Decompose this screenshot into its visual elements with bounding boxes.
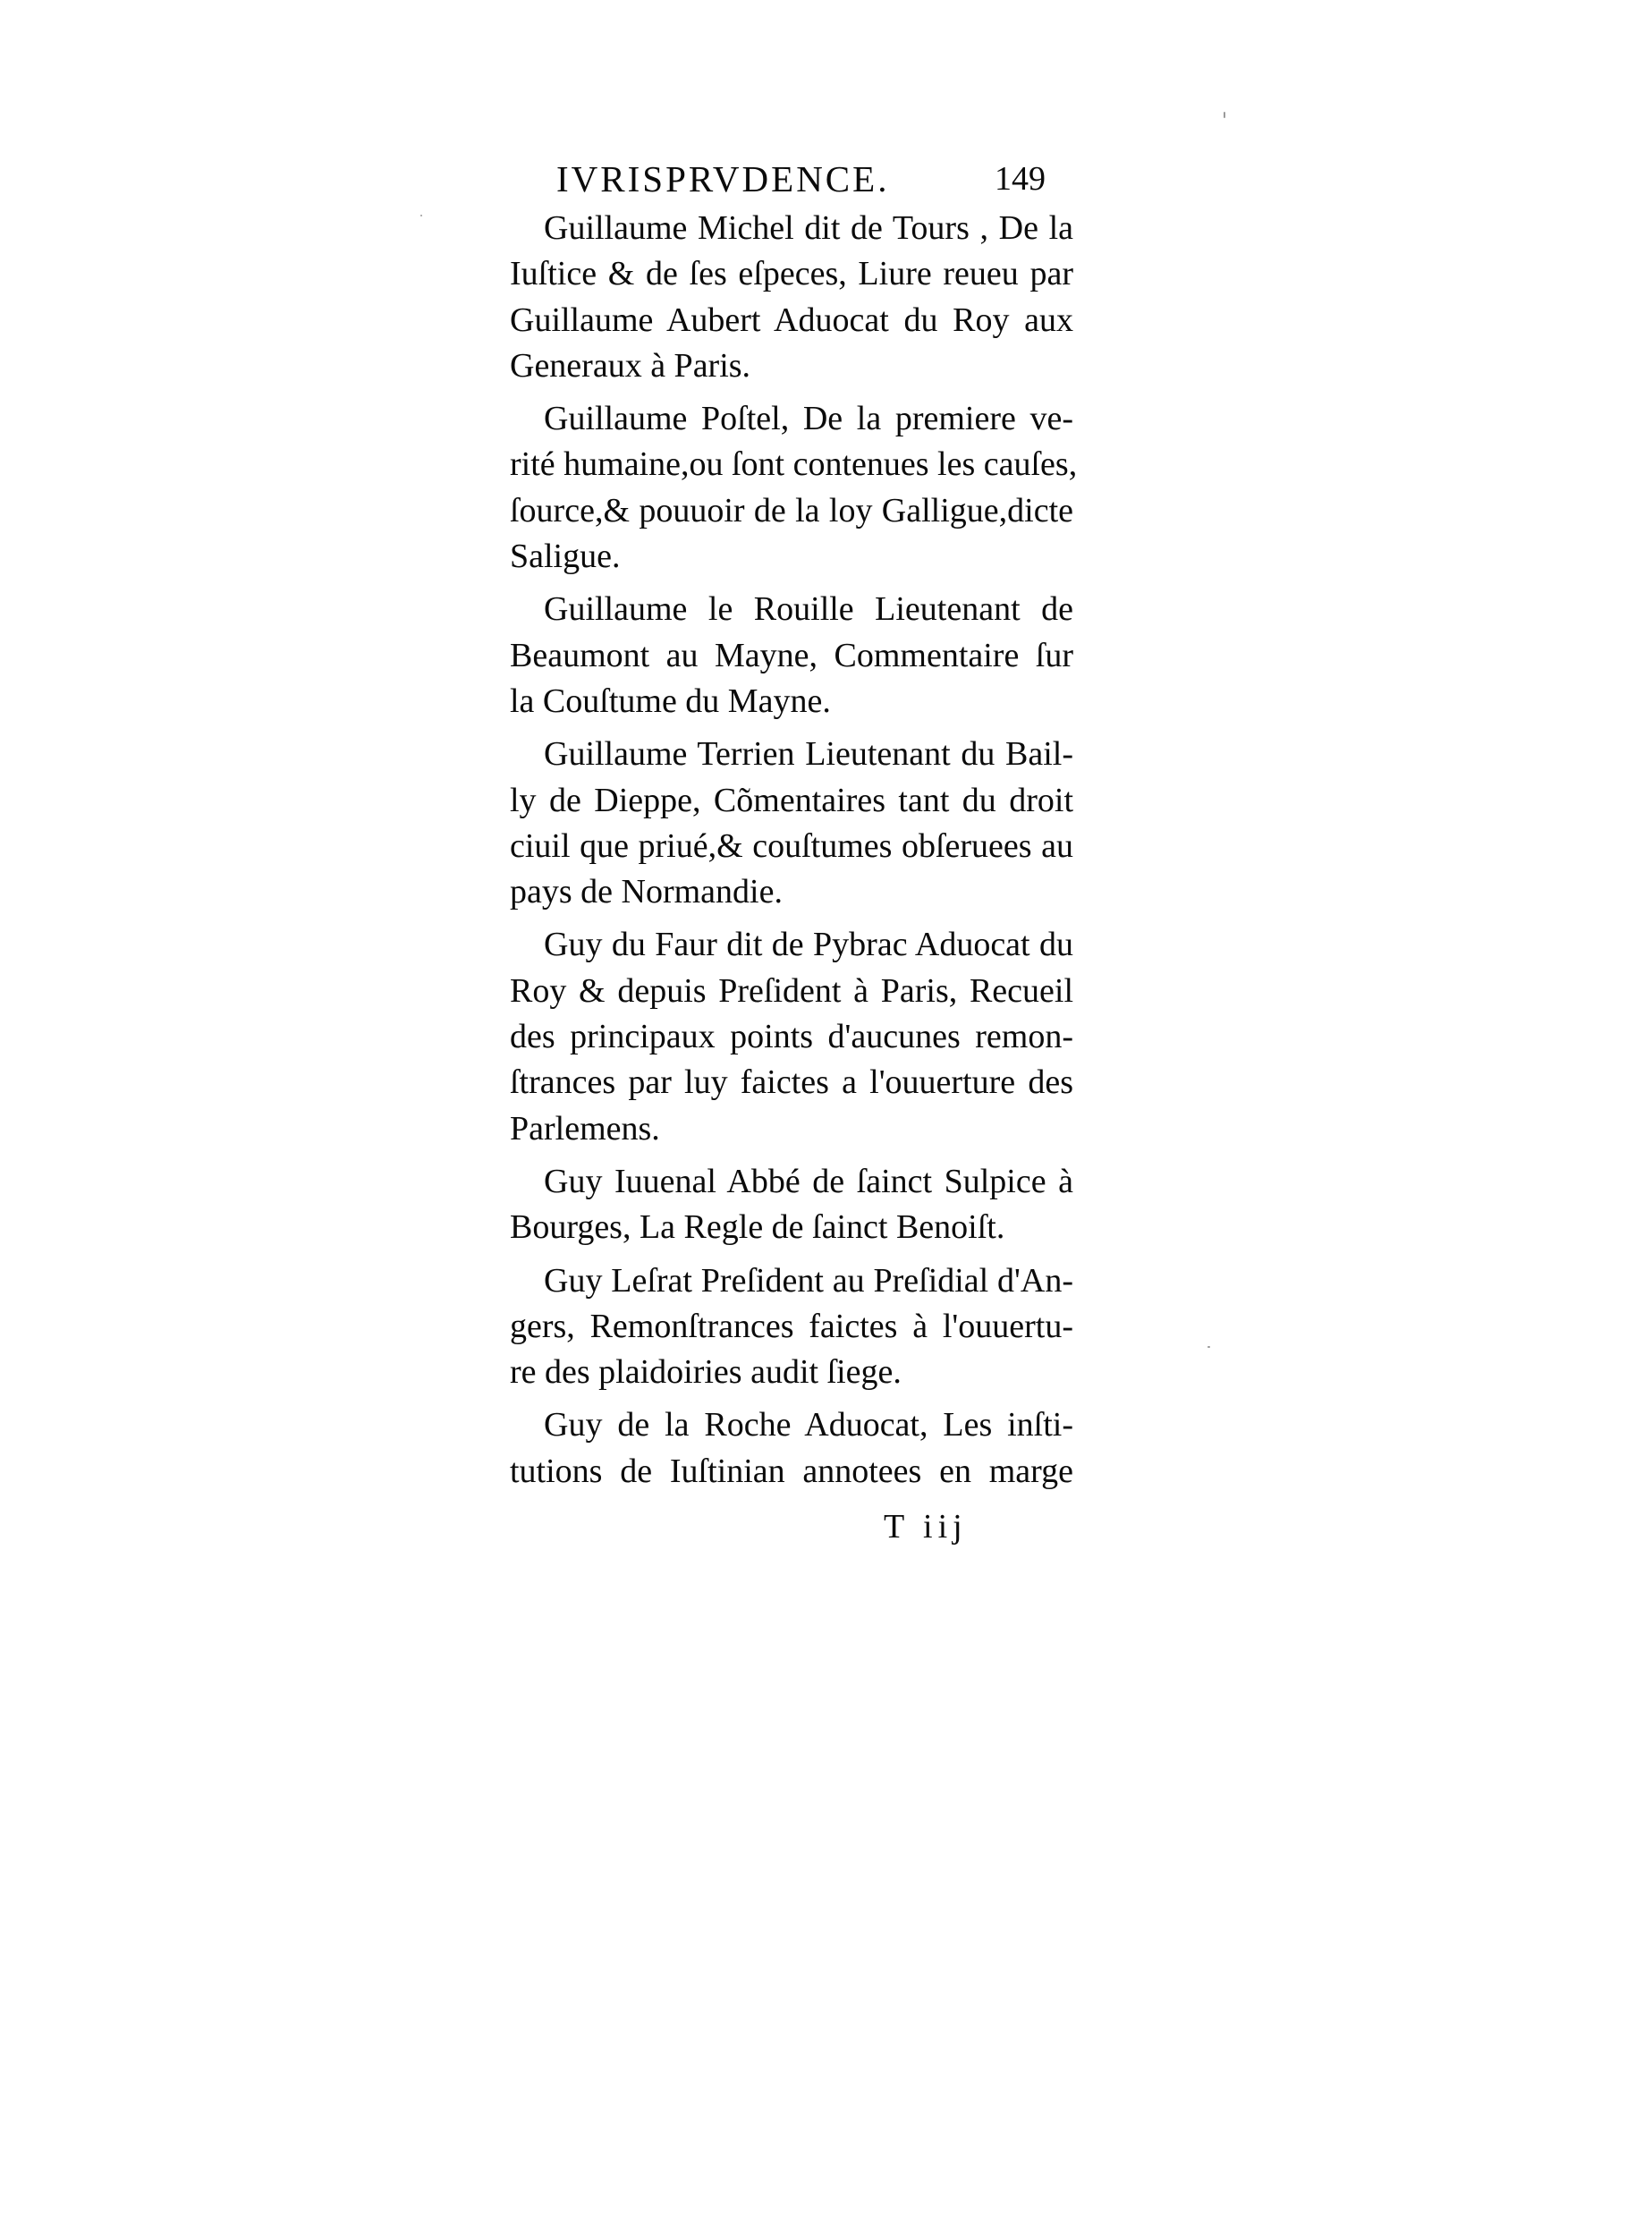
entry-line: Saligue. xyxy=(510,538,621,576)
paper-speck xyxy=(1224,112,1225,118)
page-number: 149 xyxy=(995,160,1046,198)
entry-michel xyxy=(510,206,1073,389)
entry-line: ſtrances par luy faictes a l'ouuerture des xyxy=(510,1063,1073,1102)
entry-line: re des plaidoiries audit ſiege. xyxy=(510,1353,902,1392)
entry-line: Guy Leſrat Preſident au Preſidial d'An- xyxy=(544,1261,1073,1300)
entry-line: Guillaume Aubert Aduocat du Roy aux xyxy=(510,301,1073,339)
entry-line: ſource,& pouuoir de la loy Galligue,dicte xyxy=(510,491,1073,529)
entry-line: tutions de Iuſtinian annotees en marge xyxy=(510,1452,1073,1490)
entry-line: Guy du Faur dit de Pybrac Aduocat du xyxy=(544,926,1073,964)
entry-line: Guy de la Roche Aduocat, Les inſti- xyxy=(544,1406,1073,1444)
entry-lesrat xyxy=(510,1258,1073,1396)
entry-rouille xyxy=(510,587,1073,724)
entry-line: Guillaume Terrien Lieutenant du Bail- xyxy=(544,735,1073,774)
entry-line: Parlemens. xyxy=(510,1109,660,1148)
entry-line: Guillaume Michel dit de Tours , De la xyxy=(544,209,1073,247)
entry-terrien xyxy=(510,732,1073,915)
running-title: IVRISPRVDENCE. xyxy=(556,158,890,199)
entry-iuuenal xyxy=(510,1159,1073,1251)
entry-line: gers, Remonſtrances faictes à l'ouuertu- xyxy=(510,1307,1073,1345)
entry-line: Beaumont au Mayne, Commentaire ſur xyxy=(510,636,1073,674)
entry-line: ly de Dieppe, Cõmentaires tant du droit xyxy=(510,781,1073,819)
entry-line: Generaux à Paris. xyxy=(510,346,751,385)
entry-line: Guillaume Poſtel, De la premiere ve- xyxy=(544,400,1073,438)
text-block xyxy=(510,152,1078,1552)
paper-speck xyxy=(420,215,422,216)
entry-line: Roy & depuis Preſident à Paris, Recueil xyxy=(510,971,1073,1010)
entry-line: la Couſtume du Mayne. xyxy=(510,682,831,720)
entry-line: des principaux points d'aucunes remon- xyxy=(510,1018,1073,1056)
paper-speck xyxy=(1207,1346,1210,1348)
entry-line: pays de Normandie. xyxy=(510,873,783,911)
entry-line: Bourges, La Regle de ſainct Benoiſt. xyxy=(510,1208,1005,1247)
entry-line: ciuil que priué,& couſtumes obſeruees au xyxy=(510,826,1073,865)
signature-mark: T iij xyxy=(884,1508,968,1546)
entry-line: Guillaume le Rouille Lieutenant de xyxy=(544,590,1073,629)
entry-du-faur xyxy=(510,922,1073,1151)
signature-mark-row xyxy=(510,1502,1073,1552)
entry-la-roche xyxy=(510,1402,1073,1495)
entry-postel xyxy=(510,396,1078,580)
running-head xyxy=(510,152,1073,206)
entry-line: Guy Iuuenal Abbé de ſainct Sulpice à xyxy=(544,1162,1073,1200)
entry-line: Iuſtice & de ſes eſpeces, Liure reueu par xyxy=(510,255,1073,293)
entry-line: rité humaine,ou ſont contenues les cauſes, xyxy=(510,445,1078,484)
